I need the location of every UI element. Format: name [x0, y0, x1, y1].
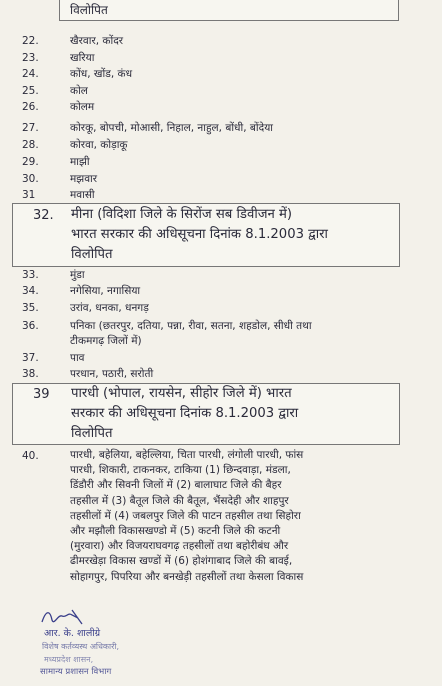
item-number: 30. — [22, 173, 39, 185]
item-text: मुंडा — [70, 269, 85, 281]
item-text: परधान, पठारी, सरोती — [70, 368, 154, 380]
paragraph-line: ढीमरखेड़ा विकास खण्डों में (6) होशंगाबाद जिले की बावई, — [70, 555, 293, 568]
item-number: 22. — [22, 35, 39, 47]
paragraph-line: पारधी, बहेलिया, बहेल्लिया, चिता पारधी, लंगोली पारधी, फांस — [70, 449, 304, 461]
item-number: 38. — [22, 368, 39, 380]
entry-line-2: भारत सरकार की अधिसूचना दिनांक 8.1.2003 द्वारा — [71, 227, 328, 242]
item-number: 26. — [22, 101, 39, 113]
entry-line-1: पारधी (भोपाल, रायसेन, सीहोर जिले में) भारत — [71, 386, 292, 401]
item-text: उरांव, धनका, धनगड़ — [70, 302, 149, 314]
item-number: 28. — [22, 139, 39, 151]
item-number: 37. — [22, 352, 39, 364]
deleted-entry-box-top — [59, 0, 399, 21]
item-number: 24. — [22, 68, 39, 80]
item-text: पाव — [70, 352, 85, 364]
deleted-label: विलोपित — [70, 3, 108, 17]
entry-40-text — [70, 448, 400, 585]
item-text: खरिया — [70, 52, 95, 64]
item-text: मवासी — [70, 189, 95, 201]
item-number: 27. — [22, 122, 39, 134]
item-number: 23. — [22, 52, 39, 64]
item-number: 36. — [22, 320, 39, 332]
item-text: कोरकू, बोपची, मोआसी, निहाल, नाहुल, बोंधी, बोंदेया — [70, 122, 274, 134]
item-text: नगेसिया, नगासिया — [70, 285, 141, 297]
signature-stamp — [38, 606, 148, 684]
item-text: कोंध, खोंड, कंध — [70, 68, 133, 80]
signatory-office: मध्यप्रदेश शासन, — [44, 655, 94, 664]
item-text: कोल — [70, 85, 88, 97]
item-number: 31 — [22, 189, 36, 201]
item-text: पनिका (छतरपुर, दतिया, पन्ना, रीवा, सतना, शहडोल, सीधी तथा — [70, 320, 312, 332]
signatory-department: सामान्य प्रशासन विभाग — [40, 667, 112, 677]
entry-number-40: 40. — [22, 450, 39, 462]
paragraph-line: तहसील में (3) बैतूल जिले की बैतूल, भैंसदेही और शाहपुर — [70, 494, 289, 507]
item-number: 33. — [22, 269, 39, 281]
item-text: कोलम — [70, 101, 95, 113]
signatory-designation: विशेष कर्तव्यस्थ अधिकारी, — [42, 642, 120, 651]
item-text: मझवार — [70, 173, 98, 185]
deleted-entry-box-39 — [12, 383, 400, 445]
paragraph-line: तहसीलों में (4) जबलपुर जिले की पाटन तहसील तथा सिहोरा — [70, 509, 301, 522]
paragraph-line: पारधी, शिकारी, टाकनकर, टाकिया (1) छिन्दवाड़ा, मंडला, — [70, 464, 291, 477]
entry-line-3: विलोपित — [71, 426, 113, 441]
signatory-name: आर. के. शालीग्रे — [44, 628, 101, 639]
item-text: कोरवा, कोड़ाकू — [70, 139, 128, 151]
item-number: 35. — [22, 302, 39, 314]
item-number: 29. — [22, 156, 39, 168]
entry-line-2: सरकार की अधिसूचना दिनांक 8.1.2003 द्वारा — [71, 406, 299, 421]
item-number: 34. — [22, 285, 39, 297]
entry-line-1: मीना (विदिशा जिले के सिरोंज सब डिवीजन में) — [71, 207, 293, 222]
item-text: माझी — [70, 156, 90, 168]
entry-number: 39 — [33, 387, 50, 402]
paragraph-line: और मझौली विकासखण्डो में (5) कटनी जिले की कटनी — [70, 525, 281, 538]
item-text: खैरवार, कोंदर — [70, 35, 124, 47]
paragraph-line: (मुरवारा) और विजयराघवगढ़ तहसीलों तथा बहोरीबंध और — [70, 540, 289, 553]
item-number: 25. — [22, 85, 39, 97]
paragraph-line: डिंडौरी और सिवनी जिलों में (2) बालाघाट जिले की बैहर — [70, 479, 282, 492]
entry-number: 32. — [33, 208, 54, 223]
item-text: टीकमगढ़ जिलों में) — [70, 335, 142, 347]
signature-scrawl — [38, 606, 98, 628]
deleted-entry-box-32 — [12, 203, 400, 267]
paragraph-line: सोहागपुर, पिपरिया और बनखेड़ी तहसीलों तथा केसला विकास — [70, 570, 304, 583]
entry-line-3: विलोपित — [71, 247, 113, 262]
